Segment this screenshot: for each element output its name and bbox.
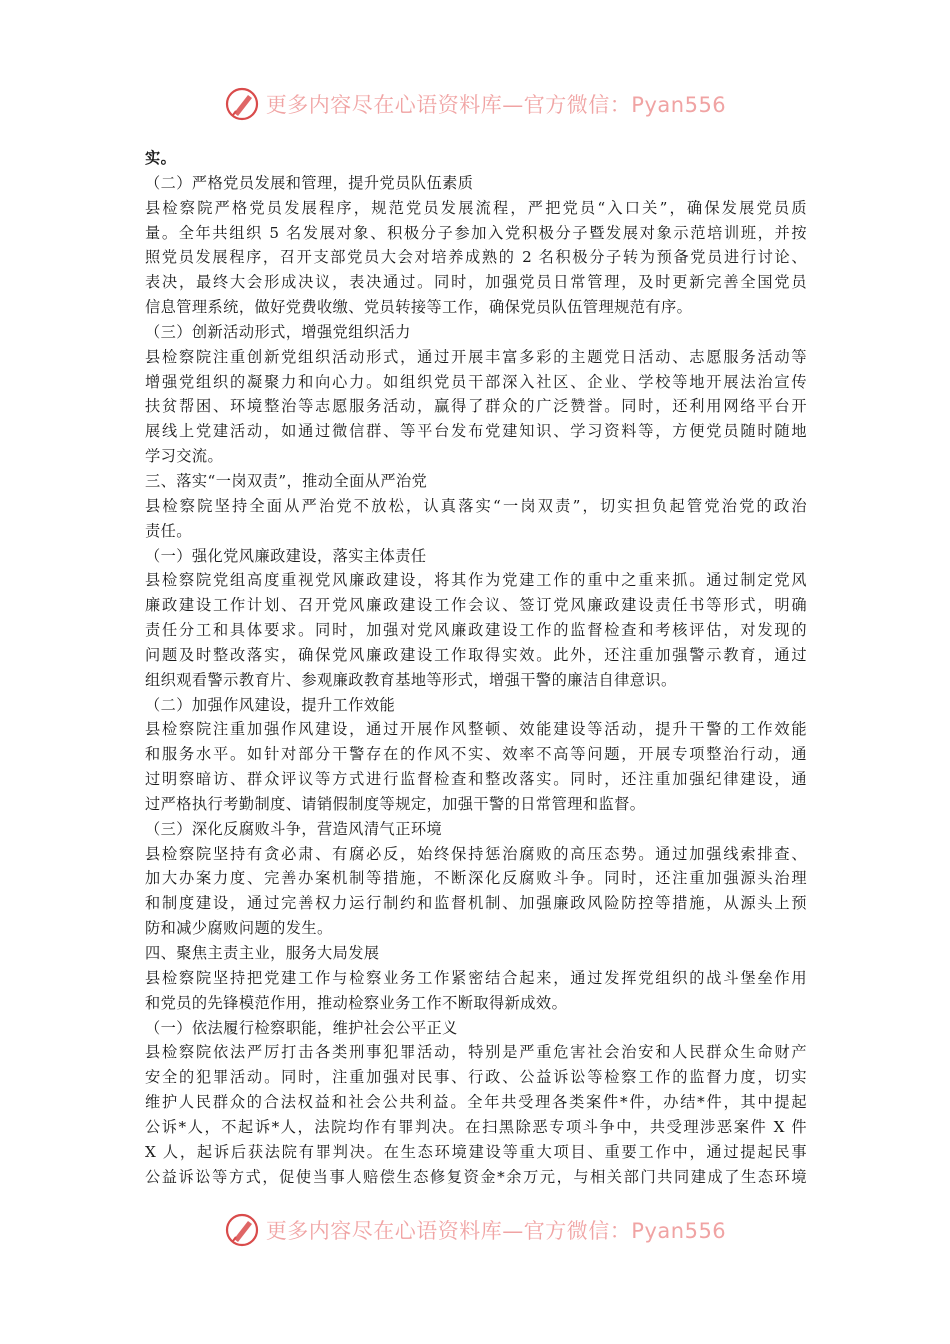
text-line: 防和减少腐败问题的发生。 <box>145 919 333 938</box>
text-line: X 人，起诉后获法院有罪判决。在生态环境建设等重大项目、重要工作中，通过提起民事 <box>145 1142 807 1161</box>
text-line: 公诉*人，不起诉*人，法院均作有罪判决。在扫黑除恶专项斗争中，共受理涉恶案件 X 件 <box>145 1117 807 1136</box>
text-line: （一）依法履行检察职能，维护社会公平正义 <box>145 1018 458 1037</box>
text-line: 信息管理系统，做好党费收缴、党员转接等工作，确保党员队伍管理规范有序。 <box>145 298 693 317</box>
text-line: 组织观看警示教育片、参观廉政教育基地等形式，增强干警的廉洁自律意识。 <box>145 670 677 689</box>
text-line: 三、落实“一岗双责”，推动全面从严治党 <box>145 471 428 490</box>
text-line: 和党员的先锋模范作用，推动检察业务工作不断取得新成效。 <box>145 993 568 1012</box>
text-line: （三）创新活动形式，增强党组织活力 <box>145 322 411 341</box>
text-line: 加大办案力度、完善办案机制等措施，不断深化反腐败斗争。同时，还注重加强源头治理 <box>145 869 807 888</box>
watermark-text: 更多内容尽在心语资料库—官方微信：Pyan556 <box>265 1219 727 1243</box>
pen-seal-icon <box>224 1212 260 1248</box>
text-line: 问题及时整改落实，确保党风廉政建设工作取得实效。此外，还注重加强警示教育，通过 <box>145 645 807 664</box>
text-line: （二）加强作风建设，提升工作效能 <box>145 695 396 714</box>
text-line: 维护人民群众的合法权益和社会公共利益。全年共受理各类案件*件，办结*件，其中提起 <box>145 1093 807 1112</box>
text-line: 学习交流。 <box>145 447 224 466</box>
text-line: 过严格执行考勤制度、请销假制度等规定，加强干警的日常管理和监督。 <box>145 794 646 813</box>
text-line: 县检察院注重加强作风建设，通过开展作风整顿、效能建设等活动，提升干警的工作效能 <box>145 720 807 739</box>
text-line: 县检察院坚持有贪必肃、有腐必反，始终保持惩治腐败的高压态势。通过加强线索排查、 <box>145 844 807 863</box>
document-body <box>145 146 807 1189</box>
text-line: 和服务水平。如针对部分干警存在的作风不实、效率不高等问题，开展专项整治行动，通 <box>145 745 807 764</box>
text-line: 县检察院注重创新党组织活动形式，通过开展丰富多彩的主题党日活动、志愿服务活动等 <box>145 347 807 366</box>
text-line: 照党员发展程序，召开支部党员大会对培养成熟的 2 名积极分子转为预备党员进行讨论、 <box>145 248 807 267</box>
text-line: 县检察院党组高度重视党风廉政建设，将其作为党建工作的重中之重来抓。通过制定党风 <box>145 571 807 590</box>
footer-watermark-banner <box>0 1208 950 1252</box>
header-watermark-banner <box>0 82 950 126</box>
text-line: 四、聚焦主责主业，服务大局发展 <box>145 944 380 962</box>
text-line: 增强党组织的凝聚力和向心力。如组织党员干部深入社区、企业、学校等地开展法治宣传 <box>145 372 807 391</box>
text-line: 县检察院依法严厉打击各类刑事犯罪活动，特别是严重危害社会治安和人民群众生命财产 <box>145 1043 807 1062</box>
text-line: （一）强化党风廉政建设，落实主体责任 <box>145 546 427 565</box>
text-line: 展线上党建活动，如通过微信群、等平台发布党建知识、学习资料等，方便党员随时随地 <box>145 422 807 441</box>
text-line: 扶贫帮困、环境整治等志愿服务活动，赢得了群众的广泛赞誉。同时，还利用网络平台开 <box>145 397 807 416</box>
text-line: 县检察院坚持把党建工作与检察业务工作紧密结合起来，通过发挥党组织的战斗堡垒作用 <box>145 968 807 987</box>
text-line: 实。 <box>145 149 177 167</box>
text-line: 量。全年共组织 5 名发展对象、积极分子参加入党积极分子暨发展对象示范培训班，并按 <box>145 223 807 242</box>
text-line: 责任。 <box>145 521 192 540</box>
text-line: 县检察院坚持全面从严治党不放松，认真落实“一岗双责”，切实担负起管党治党的政治 <box>145 496 807 515</box>
text-line: 公益诉讼等方式，促使当事人赔偿生态修复资金*余万元，与相关部门共同建成了生态环境 <box>145 1167 807 1186</box>
text-line: 县检察院严格党员发展程序，规范党员发展流程，严把党员“入口关”，确保发展党员质 <box>145 198 807 217</box>
text-line: （二）严格党员发展和管理，提升党员队伍素质 <box>145 173 474 192</box>
text-line: 责任分工和具体要求。同时，加强对党风廉政建设工作的监督检查和考核评估，对发现的 <box>145 621 807 640</box>
pen-seal-icon <box>224 86 260 122</box>
text-line: 和制度建设，通过完善权力运行制约和监督机制、加强廉政风险防控等措施，从源头上预 <box>145 894 807 913</box>
watermark-text: 更多内容尽在心语资料库—官方微信：Pyan556 <box>265 93 727 117</box>
text-line: 安全的犯罪活动。同时，注重加强对民事、行政、公益诉讼等检察工作的监督力度，切实 <box>145 1068 807 1087</box>
text-line: （三）深化反腐败斗争，营造风清气正环境 <box>145 819 443 838</box>
text-line: 表决，最终大会形成决议，表决通过。同时，加强党员日常管理，及时更新完善全国党员 <box>145 273 807 292</box>
text-line: 廉政建设工作计划、召开党风廉政建设工作会议、签订党风廉政建设责任书等形式，明确 <box>145 596 807 615</box>
text-line: 过明察暗访、群众评议等方式进行监督检查和整改落实。同时，还注重加强纪律建设，通 <box>145 770 807 789</box>
